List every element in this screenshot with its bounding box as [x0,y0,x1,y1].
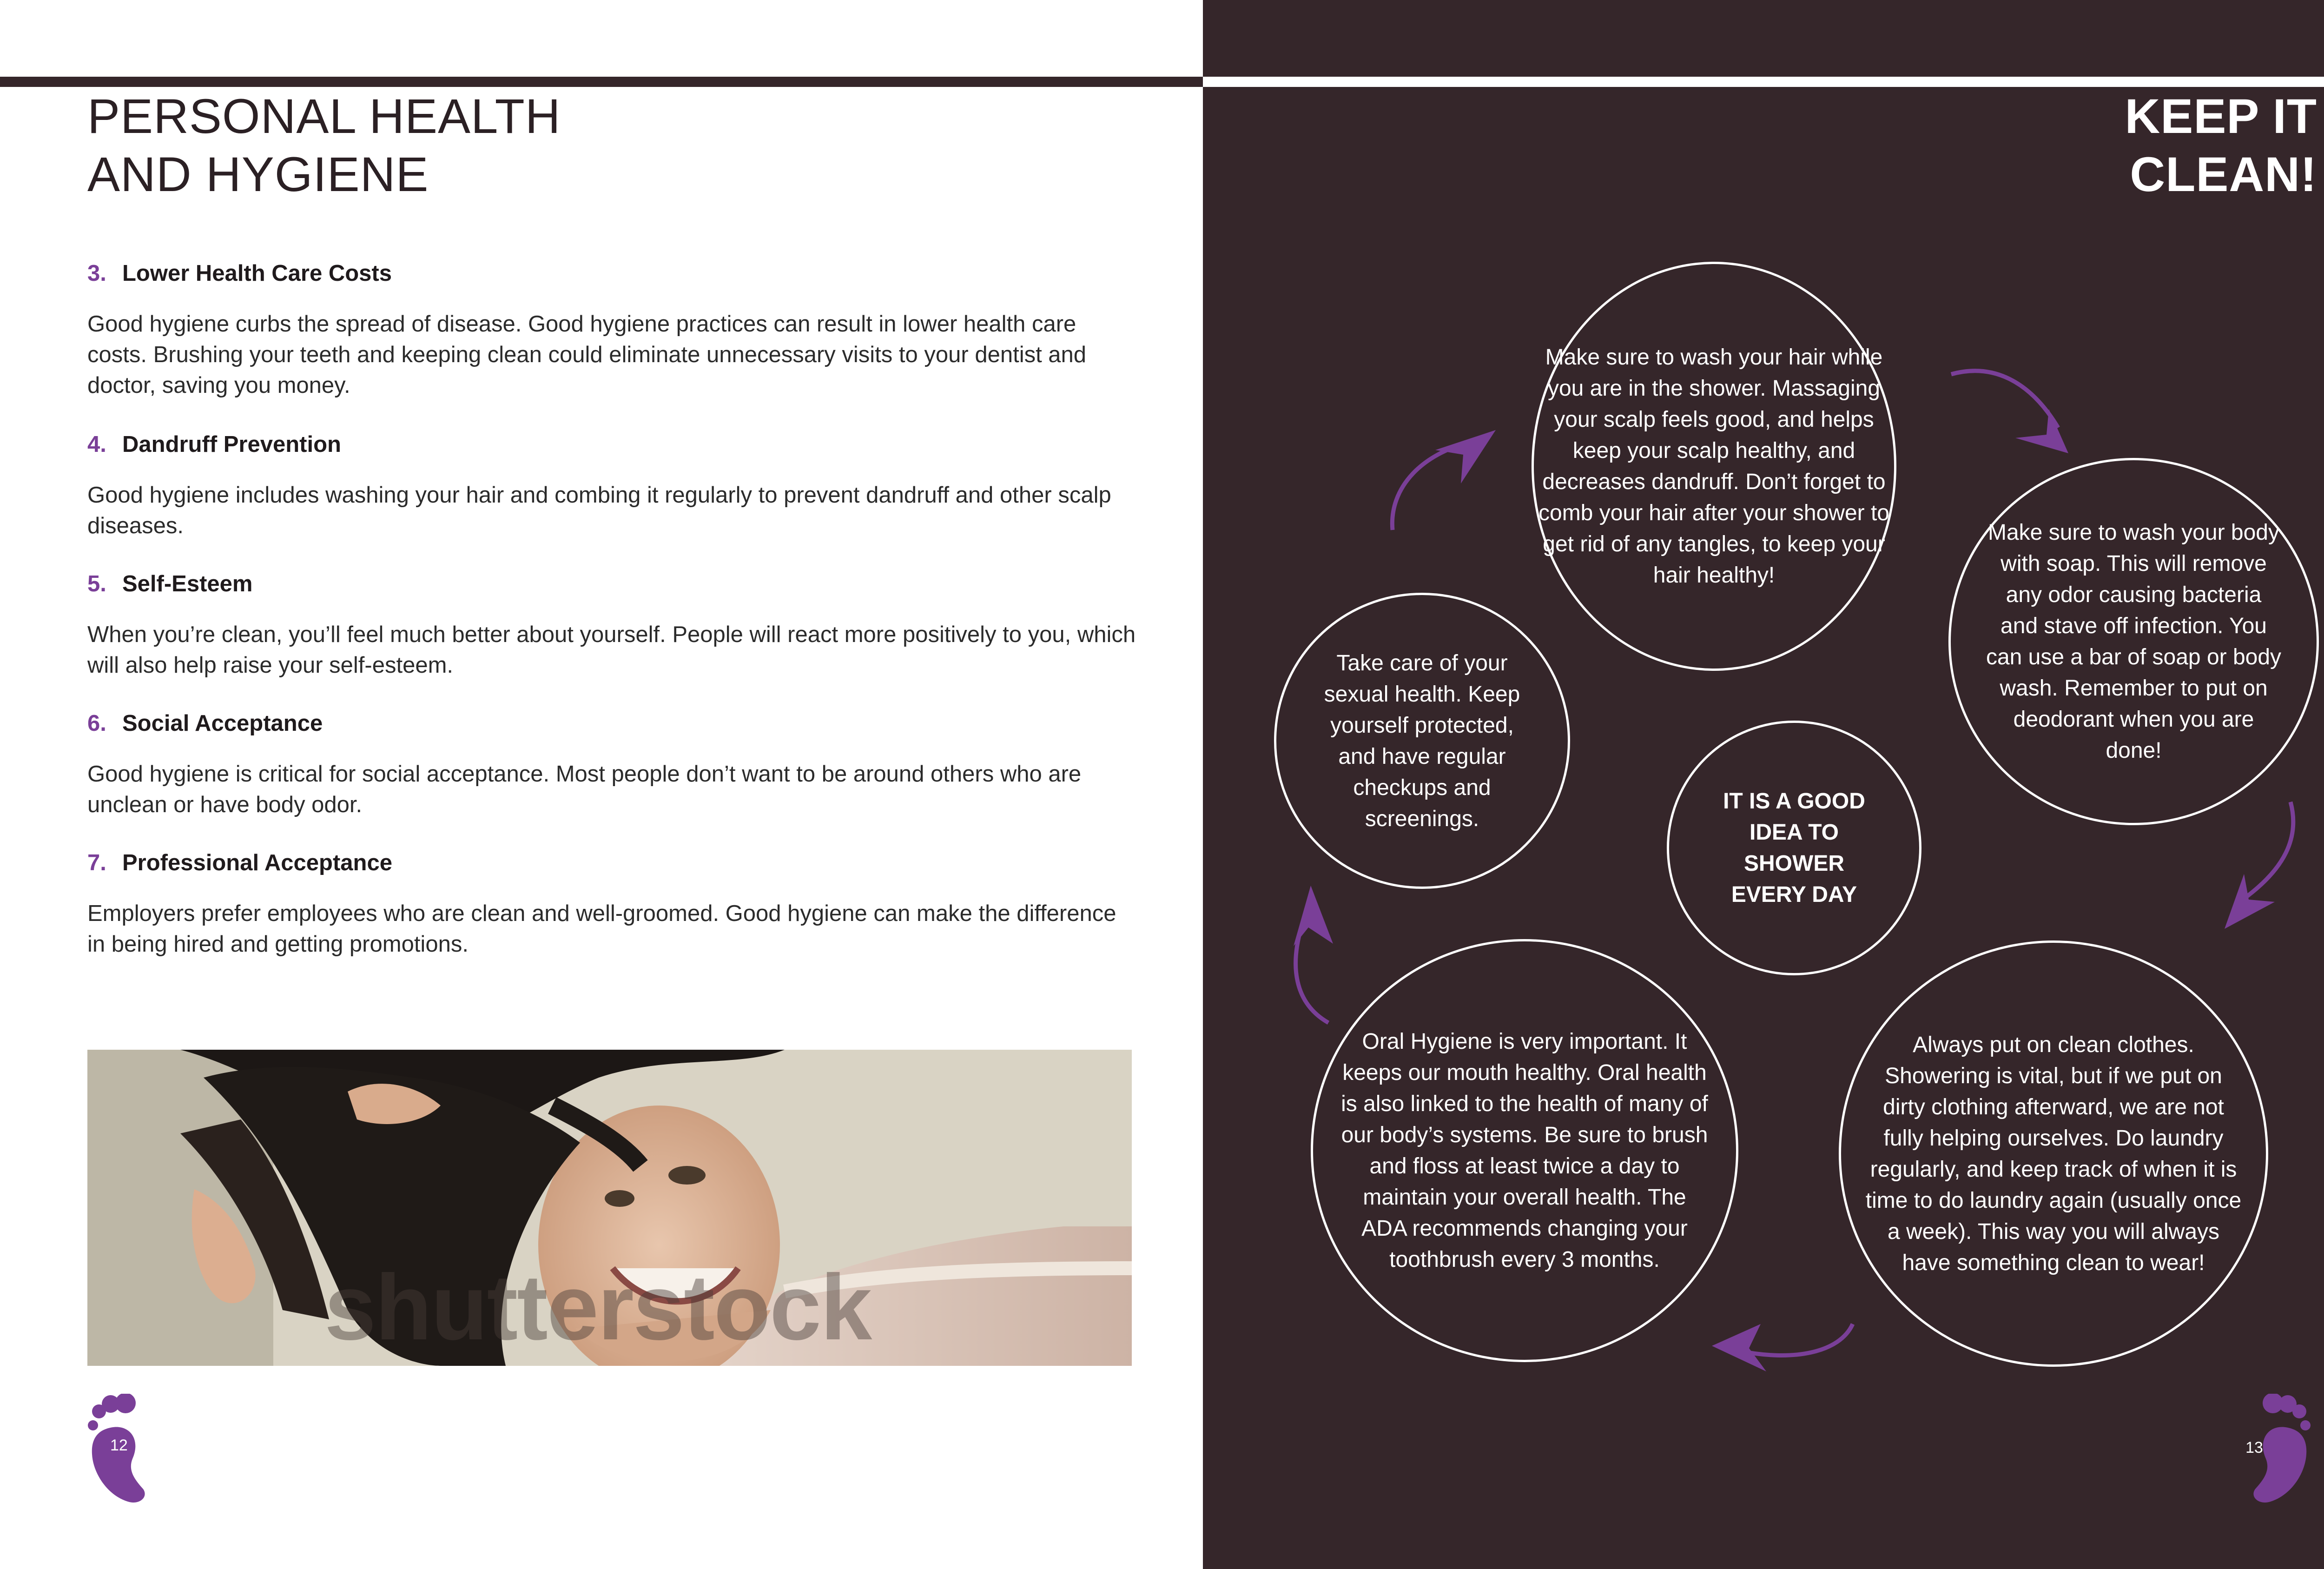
section-7 [87,850,1138,960]
section-heading: Self-Esteem [122,571,253,596]
watermark: shutterstock [324,1256,872,1359]
page-number: 13 [2245,1439,2263,1456]
section-heading: Lower Health Care Costs [122,261,392,286]
sexual-health-circle [1274,593,1570,889]
section-body: Employers prefer employees who are clean and well-groomed. Good hygiene can make the difference in being hired and getting promotions. [87,901,1116,957]
section-heading: Social Acceptance [122,711,323,736]
title-line-2: CLEAN! [2130,147,2317,202]
oral-hygiene-text: Oral Hygiene is very important. It keeps our mouth healthy. Oral health is also linked to the health of many of our body’s systems. Be sure to brush and floss at least twice a day to maintain your overall health. The ADA recommends changing your toothbrush every 3 months. [1341,1029,1708,1272]
arrow-icon [1951,371,2058,428]
wash-hair-circle [1532,262,1896,671]
title-line-1: PERSONAL HEALTH [87,89,561,144]
section-6 [87,710,1138,820]
arrow-head-icon [2225,874,2275,929]
clean-clothes-circle [1839,940,2268,1367]
sexual-health-text: Take care of your sexual health. Keep yourself protected, and have regular checkups and screenings. [1324,650,1520,831]
hair-washing-photo [87,1050,1132,1366]
section-number: 6. [87,711,106,736]
page-number: 12 [110,1437,128,1454]
section-5 [87,571,1138,681]
wash-hair-text: Make sure to wash your hair while you are in the shower. Massaging your scalp feels good, and helps keep your scalp healthy, and decreases dandruff. Don’t forget to comb your hair after your shower to get rid of any tangles, to keep your hair healthy! [1538,345,1889,588]
arrow-head-icon [1712,1324,1766,1371]
section-number: 5. [87,571,106,596]
section-number: 4. [87,432,106,457]
arrow-head-icon [2015,409,2068,453]
section-body: When you’re clean, you’ll feel much better about yourself. People will react more positively to you, which will also help raise your self-esteem. [87,622,1136,678]
arrow-head-icon [1294,886,1333,946]
section-3 [87,260,1138,401]
page-title [87,87,561,204]
section-heading: Dandruff Prevention [122,432,341,457]
section-number: 3. [87,261,106,286]
shower-idea-circle [1667,721,1921,975]
title-line-1: KEEP IT [2125,89,2317,144]
shower-idea-text: IT IS A GOOD IDEA TO SHOWER EVERY DAY [1723,789,1865,907]
section-body: Good hygiene is critical for social acceptance. Most people don’t want to be around others who are unclean or have body odor. [87,761,1082,817]
top-rule [0,77,1203,87]
section-heading: Professional Acceptance [122,850,392,875]
arrow-icon [2239,802,2293,902]
section-body: Good hygiene curbs the spread of disease. Good hygiene practices can result in lower health care costs. Brushing your teeth and keeping clean could eliminate unnecessary visits to your dentist and doctor, saving you money. [87,311,1087,398]
arrow-head-icon [1435,430,1496,483]
section-number: 7. [87,850,106,875]
clean-clothes-text: Always put on clean clothes. Showering is vital, but if we put on dirty clothing afterward, we are not fully helping ourselves. Do laundry regularly, and keep track of when it is time to do laundry again (usually once a week). This way you will always have something clean to wear! [1865,1032,2242,1275]
title-line-2: AND HYGIENE [87,147,429,202]
wash-body-circle [1948,458,2319,825]
right-page [1203,0,2324,1569]
section-4 [87,431,1138,541]
section-body: Good hygiene includes washing your hair and combing it regularly to prevent dandruff and other scalp diseases. [87,483,1111,538]
wash-body-text: Make sure to wash your body with soap. This will remove any odor causing bacteria and stave off infection. You can use a bar of soap or body wash. Remember to put on deodorant when you are done! [1986,520,2282,763]
oral-hygiene-circle [1311,939,1738,1362]
